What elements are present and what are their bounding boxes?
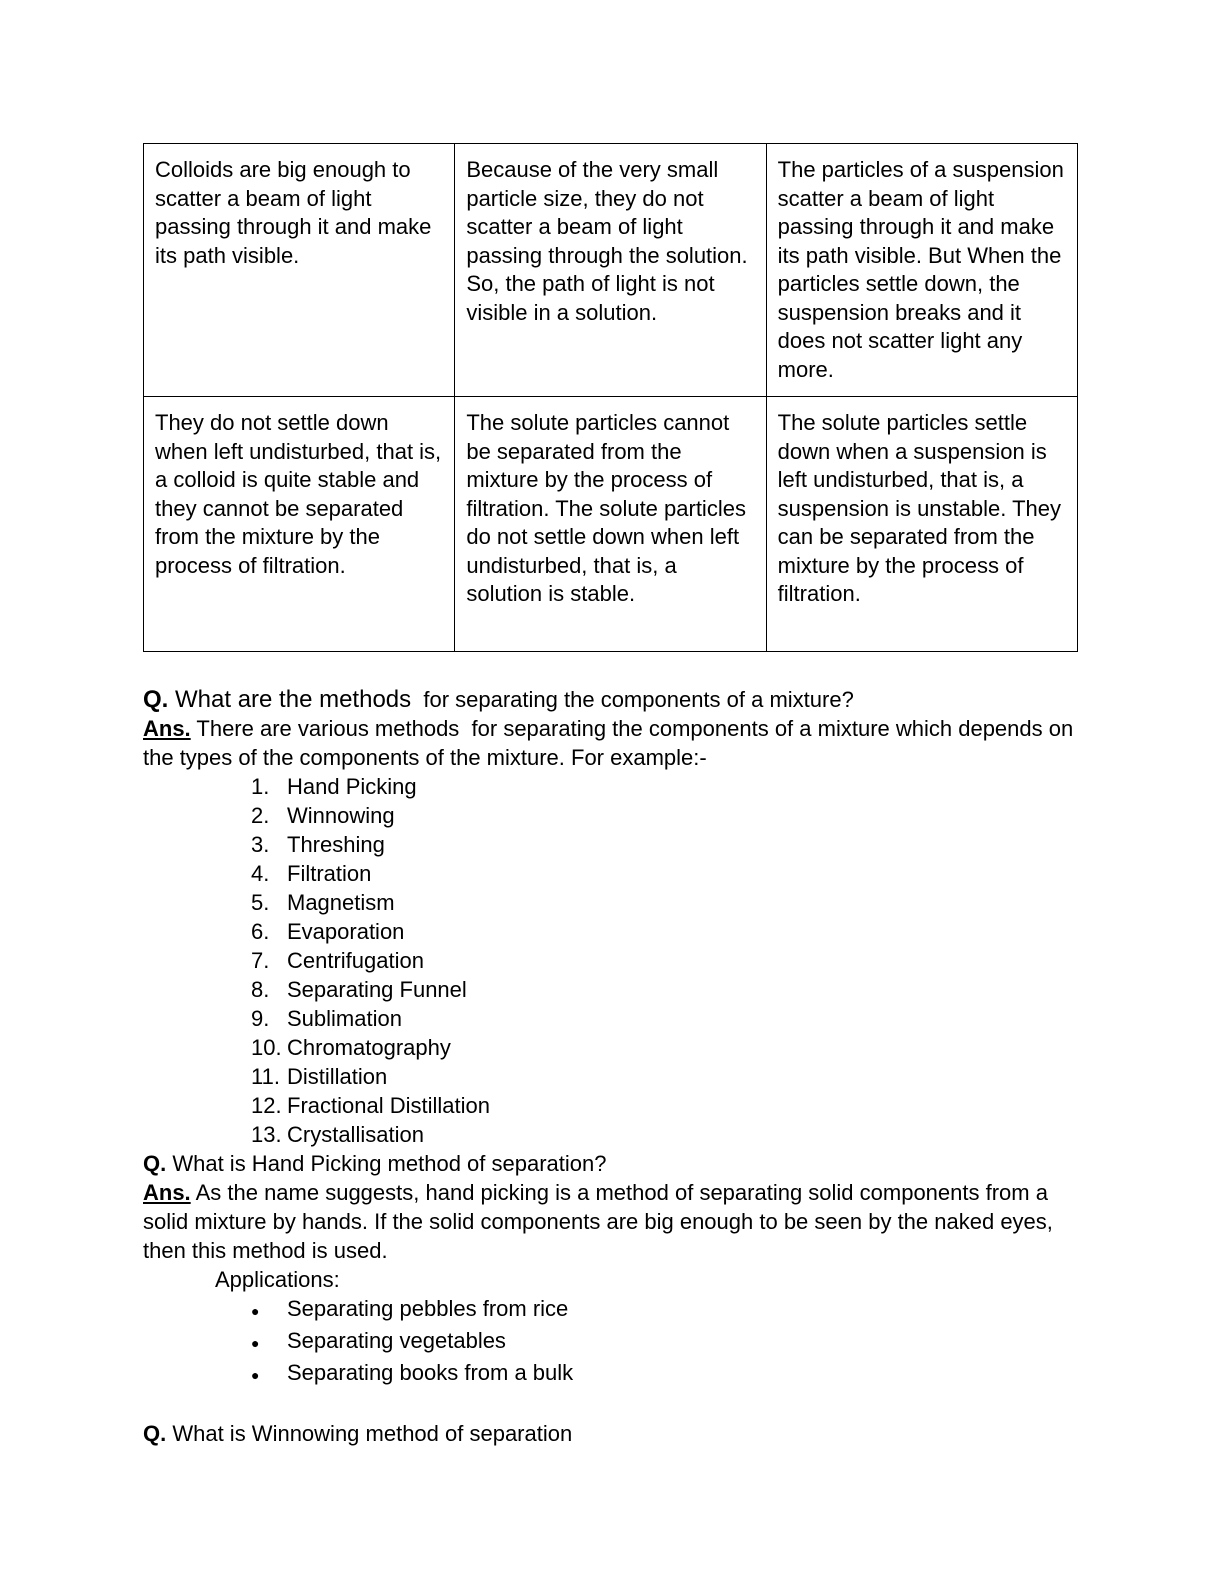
table-cell-suspension-stability: The solute particles settle down when a suspension is left undisturbed, that is, a suspension is unstable. They can be separated from the mixture by the process of filtration. [766, 397, 1077, 652]
answer-text: As the name suggests, hand picking is a method of separating solid components from a solid mixture by hands. If the solid components are big enough to be seen by the naked eyes, then this method is used. [143, 1180, 1060, 1263]
list-item-number: 7. [251, 948, 270, 973]
answer-hand-picking [143, 1178, 1078, 1265]
table-cell-colloid-light: Colloids are big enough to scatter a beam of light passing through it and make its path visible. [144, 144, 455, 397]
table-cell-colloid-stability: They do not settle down when left undisturbed, that is, a colloid is quite stable and they cannot be separated from the mixture by the process of filtration. [144, 397, 455, 652]
list-item-number: 12. [251, 1093, 282, 1118]
question-label: Q. [143, 686, 169, 713]
list-item [143, 1062, 1078, 1091]
table-cell-solution-stability: The solute particles cannot be separated from the mixture by the process of filtration. The solute particles do not settle down when left undisturbed, that is, a solution is stable. [455, 397, 766, 652]
answer-label: Ans. [143, 716, 191, 741]
list-item [143, 917, 1078, 946]
list-item-label: Separating Funnel [287, 977, 467, 1002]
applications-bullet-list [143, 1294, 1078, 1390]
question-label: Q. [143, 1421, 167, 1446]
question-text: What is Hand Picking method of separation? [166, 1151, 607, 1176]
question-winnowing [143, 1419, 1078, 1448]
answer-label: Ans. [143, 1180, 191, 1205]
list-item-label: Evaporation [287, 919, 405, 944]
list-item-number: 11. [251, 1064, 280, 1089]
question-text: for separating the components of a mixture? [411, 687, 854, 712]
list-item-number: 6. [251, 919, 270, 944]
list-item-number: 4. [251, 861, 270, 886]
list-item-label: Separating pebbles from rice [287, 1296, 569, 1321]
table-cell-solution-light: Because of the very small particle size, they do not scatter a beam of light passing through the solution. So, the path of light is not visible in a solution. [455, 144, 766, 397]
list-item [143, 772, 1078, 801]
comparison-table [143, 143, 1078, 652]
list-item [143, 975, 1078, 1004]
bullet-icon: ● [251, 1303, 260, 1319]
answer-methods [143, 714, 1078, 772]
list-item-label: Magnetism [287, 890, 395, 915]
table-cell-suspension-light: The particles of a suspension scatter a beam of light passing through it and make its path visible. But When the particles settle down, the suspension breaks and it does not scatter light any more. [766, 144, 1077, 397]
list-item-number: 9. [251, 1006, 270, 1031]
list-item-number: 2. [251, 803, 270, 828]
list-item-label: Chromatography [287, 1035, 451, 1060]
list-item [143, 1033, 1078, 1062]
question-text: What is Winnowing method of separation [166, 1421, 573, 1446]
list-item [143, 1358, 1078, 1390]
methods-numbered-list [143, 772, 1078, 1149]
question-methods [143, 685, 1078, 714]
list-item [143, 830, 1078, 859]
list-item-label: Filtration [287, 861, 372, 886]
list-item-number: 5. [251, 890, 270, 915]
list-item-number: 3. [251, 832, 270, 857]
table-row [144, 144, 1078, 397]
list-item [143, 1091, 1078, 1120]
list-item [143, 1326, 1078, 1358]
list-item [143, 946, 1078, 975]
list-item-number: 10. [251, 1035, 282, 1060]
list-item-number: 1. [251, 774, 270, 799]
bullet-icon: ● [251, 1367, 260, 1383]
list-item-number: 13. [251, 1122, 282, 1147]
question-hand-picking [143, 1149, 1078, 1178]
bullet-icon: ● [251, 1335, 260, 1351]
question-text-large: What are the methods [168, 686, 412, 713]
list-item-label: Distillation [287, 1064, 388, 1089]
list-item-label: Separating vegetables [287, 1328, 506, 1353]
list-item-label: Winnowing [287, 803, 395, 828]
list-item [143, 859, 1078, 888]
list-item [143, 1294, 1078, 1326]
list-item-label: Separating books from a bulk [287, 1360, 574, 1385]
list-item [143, 1004, 1078, 1033]
list-item [143, 1120, 1078, 1149]
list-item-label: Sublimation [287, 1006, 402, 1031]
question-label: Q. [143, 1151, 167, 1176]
applications-heading: Applications: [215, 1267, 340, 1292]
list-item-label: Centrifugation [287, 948, 424, 973]
answer-text: There are various methods for separating the components of a mixture which depends on the types of the components of the mixture. For example:- [143, 716, 1080, 770]
table-row [144, 397, 1078, 652]
list-item-label: Hand Picking [287, 774, 417, 799]
list-item-label: Crystallisation [287, 1122, 424, 1147]
list-item-number: 8. [251, 977, 270, 1002]
list-item [143, 801, 1078, 830]
list-item [143, 888, 1078, 917]
list-item-label: Threshing [287, 832, 385, 857]
list-item-label: Fractional Distillation [287, 1093, 490, 1118]
